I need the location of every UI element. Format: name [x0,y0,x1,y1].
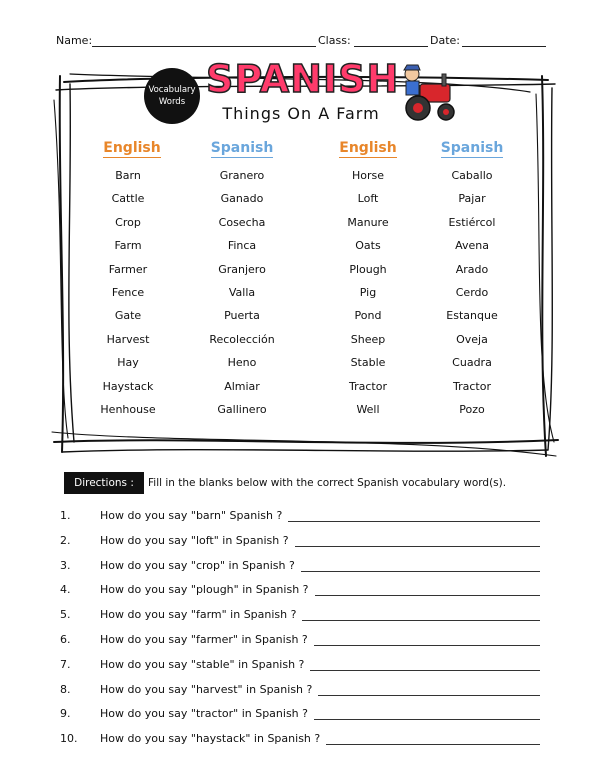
question-number: 5. [60,608,71,622]
spanish-word: Estiércol [448,215,496,229]
question-number: 10. [60,732,78,746]
english-word: Hay [117,356,139,370]
spanish-word: Finca [227,239,257,253]
english-header-2: English [339,140,397,156]
english-word: Stable [350,356,386,370]
answer-blank[interactable] [302,620,540,621]
spanish-word: Pajar [458,192,486,206]
date-field[interactable] [462,46,546,47]
answer-blank[interactable] [301,571,540,572]
spanish-word: Arado [455,262,489,276]
spanish-word: Tractor [453,379,491,393]
question-text: How do you say "farmer" in Spanish ? [100,633,308,646]
farmer-tractor-illustration [398,60,460,124]
question-text: How do you say "stable" in Spanish ? [100,657,305,671]
spanish-header-2: Spanish [440,140,504,156]
english-word: Harvest [106,332,150,346]
question-number: 2. [60,533,71,547]
english-header-1: English [103,140,161,156]
spanish-word: Caballo [451,169,493,182]
date-label: Date: [430,34,460,47]
english-word: Farm [114,239,142,253]
spanish-word: Cosecha [218,215,266,229]
badge-line-2: Words [158,97,186,107]
spanish-word: Puerta [224,309,260,323]
answer-blank[interactable] [295,546,540,547]
question-number: 1. [60,509,71,522]
english-word: Crop [115,215,141,229]
question-number: 9. [60,707,71,721]
question-text: How do you say "haystack" in Spanish ? [100,732,321,746]
question-text: How do you say "crop" in Spanish ? [100,558,295,572]
english-word: Pig [359,286,377,299]
spanish-word: Ganado [220,192,264,206]
spanish-word: Oveja [456,332,488,346]
directions-label: Directions : [64,472,144,494]
page-title: SPANISH [206,57,400,101]
question-text: How do you say "barn" Spanish ? [100,509,283,522]
english-word: Manure [347,215,389,229]
answer-blank[interactable] [315,595,540,596]
spanish-word: Cerdo [455,286,489,299]
spanish-word: Estanque [446,309,498,323]
english-word: Sheep [350,332,386,346]
name-label: Name: [56,34,93,47]
spanish-word: Valla [228,286,256,299]
question-text: How do you say "loft" in Spanish ? [100,533,289,547]
answer-blank[interactable] [318,695,540,696]
question-text: How do you say "tractor" in Spanish ? [100,707,308,721]
english-word: Farmer [108,262,148,276]
spanish-header-1: Spanish [210,140,274,156]
page-subtitle: Things On A Farm [222,104,380,123]
english-word: Horse [351,169,385,182]
question-text: How do you say "farm" in Spanish ? [100,608,297,622]
answer-blank[interactable] [314,645,540,646]
question-text: How do you say "harvest" in Spanish ? [100,682,313,696]
english-word: Plough [349,262,387,276]
question-number: 3. [60,558,71,572]
english-word: Oats [355,239,381,253]
english-word: Cattle [111,192,145,206]
spanish-word: Heno [227,356,257,370]
spanish-word: Granjero [218,262,266,276]
vocabulary-words-badge [144,68,200,124]
english-word: Barn [115,169,141,182]
english-word: Gate [114,309,142,323]
student-info-line [56,34,546,52]
question-number: 6. [60,633,71,646]
answer-blank[interactable] [314,719,540,720]
english-word: Pond [354,309,382,323]
english-word: Fence [111,286,145,299]
name-field[interactable] [92,46,316,47]
directions-text: Fill in the blanks below with the correct Spanish vocabulary word(s). [148,477,507,489]
spanish-word: Gallinero [217,403,267,416]
english-word: Loft [357,192,379,206]
spanish-word: Recolección [209,332,275,346]
spanish-word: Avena [455,239,489,253]
class-label: Class: [318,34,351,47]
spanish-word: Almiar [224,379,260,393]
question-number: 8. [60,682,71,696]
class-field[interactable] [354,46,428,47]
answer-blank[interactable] [288,521,540,522]
english-word: Haystack [102,379,154,393]
english-word: Henhouse [100,403,156,416]
question-number: 4. [60,583,71,597]
question-number: 7. [60,657,71,671]
answer-blank[interactable] [326,744,540,745]
badge-line-1: Vocabulary [148,85,196,95]
spanish-word: Cuadra [452,356,492,370]
spanish-word: Granero [219,169,265,182]
question-text: How do you say "plough" in Spanish ? [100,583,309,597]
answer-blank[interactable] [310,670,540,671]
english-word: Well [356,403,380,416]
spanish-word: Pozo [459,403,485,416]
english-word: Tractor [349,379,387,393]
